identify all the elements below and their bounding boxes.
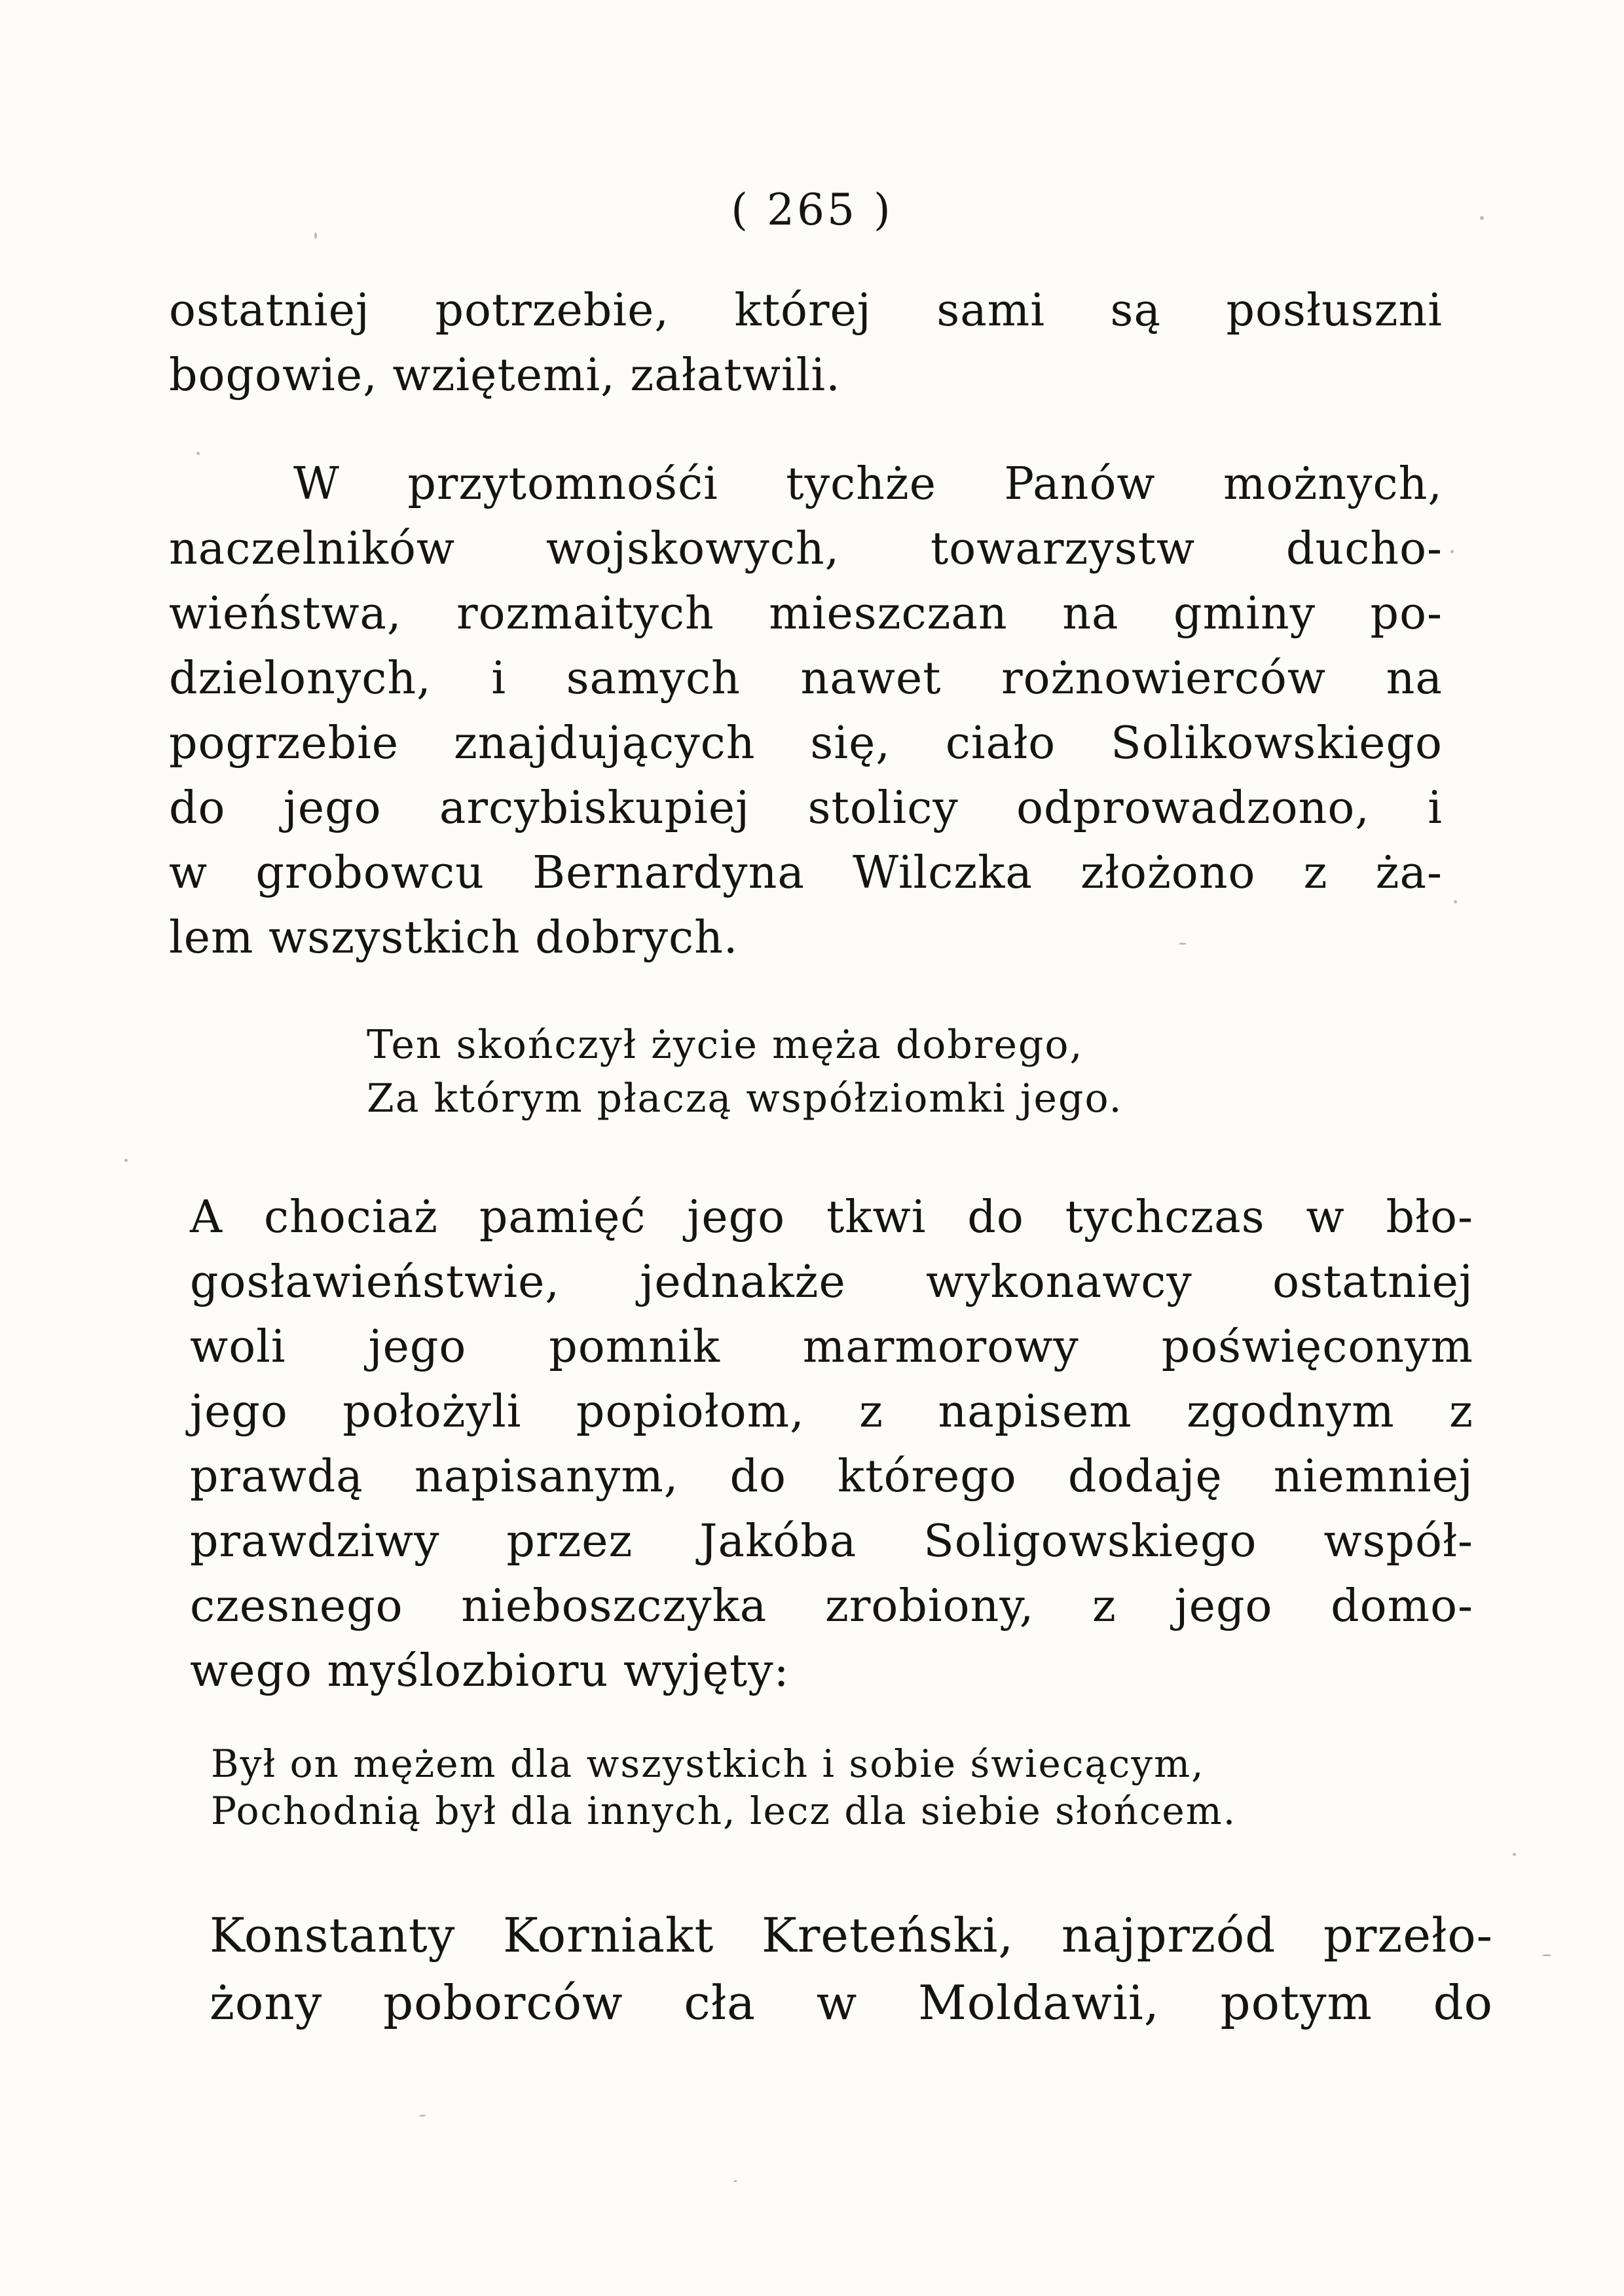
- epitaph-couplet: [211, 1740, 1236, 1834]
- verse-line: Pochodnią był dla innych, lecz dla siebie słońcem.: [211, 1789, 1237, 1833]
- text-line: dzielonych, i samych nawet rożnowierców na: [169, 653, 1443, 704]
- text-line: gosławieństwie, jednakże wykonawcy ostatniej: [190, 1256, 1473, 1308]
- text-line: W przytomnośći tychże Panów możnych,: [293, 458, 1443, 510]
- paper-speck: [1480, 216, 1484, 220]
- text-line: Konstanty Korniakt Kreteński, najprzód przeło-: [210, 1908, 1493, 1963]
- text-line: prawdziwy przez Jakóba Soligowskiego współ-: [190, 1516, 1473, 1567]
- paper-speck: [124, 1159, 128, 1162]
- paragraph-monument: [190, 1185, 1473, 1704]
- paper-speck: [733, 2180, 737, 2182]
- paper-speck: [1179, 943, 1187, 945]
- text-line: lem wszystkich dobrych.: [169, 912, 739, 964]
- paragraph-funeral: [169, 452, 1443, 970]
- paper-speck: [196, 452, 200, 455]
- paper-speck: [1542, 1954, 1551, 1956]
- text-line: czesnego nieboszczyka zrobiony, z jego domo-: [190, 1580, 1473, 1632]
- paper-speck: [314, 232, 317, 239]
- verse-line: Był on mężem dla wszystkich i sobie świecącym,: [211, 1741, 1205, 1786]
- text-line: prawdą napisanym, do którego dodaję niemniej: [190, 1451, 1473, 1503]
- text-line: wieństwa, rozmaitych mieszczan na gminy po-: [169, 588, 1443, 640]
- text-line: woli jego pomnik marmorowy poświęconym: [190, 1321, 1473, 1373]
- text-line: żony poborców cła w Moldawii, potym do: [210, 1975, 1493, 2030]
- text-line: bogowie, wziętemi, załatwili.: [169, 350, 841, 401]
- text-line: w grobowcu Bernardyna Wilczka złożono z ża-: [169, 847, 1443, 899]
- paper-speck: [1513, 1853, 1516, 1856]
- text-line: pogrzebie znajdujących się, ciało Solikowskiego: [169, 718, 1443, 769]
- paper-speck: [1450, 550, 1454, 553]
- text-line: A chociaż pamięć jego tkwi do tychczas w bło-: [190, 1192, 1473, 1243]
- text-line: jego położyli popiołom, z napisem zgodnym z: [190, 1386, 1473, 1438]
- paragraph-continuation: [169, 278, 1443, 408]
- text-line: naczelników wojskowych, towarzystw ducho-: [169, 523, 1443, 575]
- text-line: wego myślozbioru wyjęty:: [190, 1645, 790, 1697]
- text-line: do jego arcybiskupiej stolicy odprowadzono, i: [169, 782, 1443, 834]
- paper-speck: [1454, 900, 1457, 903]
- verse-line: Za którym płaczą współziomki jego.: [367, 1076, 1123, 1121]
- paper-speck: [419, 2115, 426, 2117]
- paragraph-korniakt: [210, 1902, 1493, 2037]
- verse-couplet: [367, 1018, 1123, 1125]
- page-number: ( 265 ): [731, 185, 893, 235]
- text-line: ostatniej potrzebie, której sami są posłuszni: [169, 285, 1443, 337]
- verse-line: Ten skończył życie męża dobrego,: [367, 1022, 1084, 1068]
